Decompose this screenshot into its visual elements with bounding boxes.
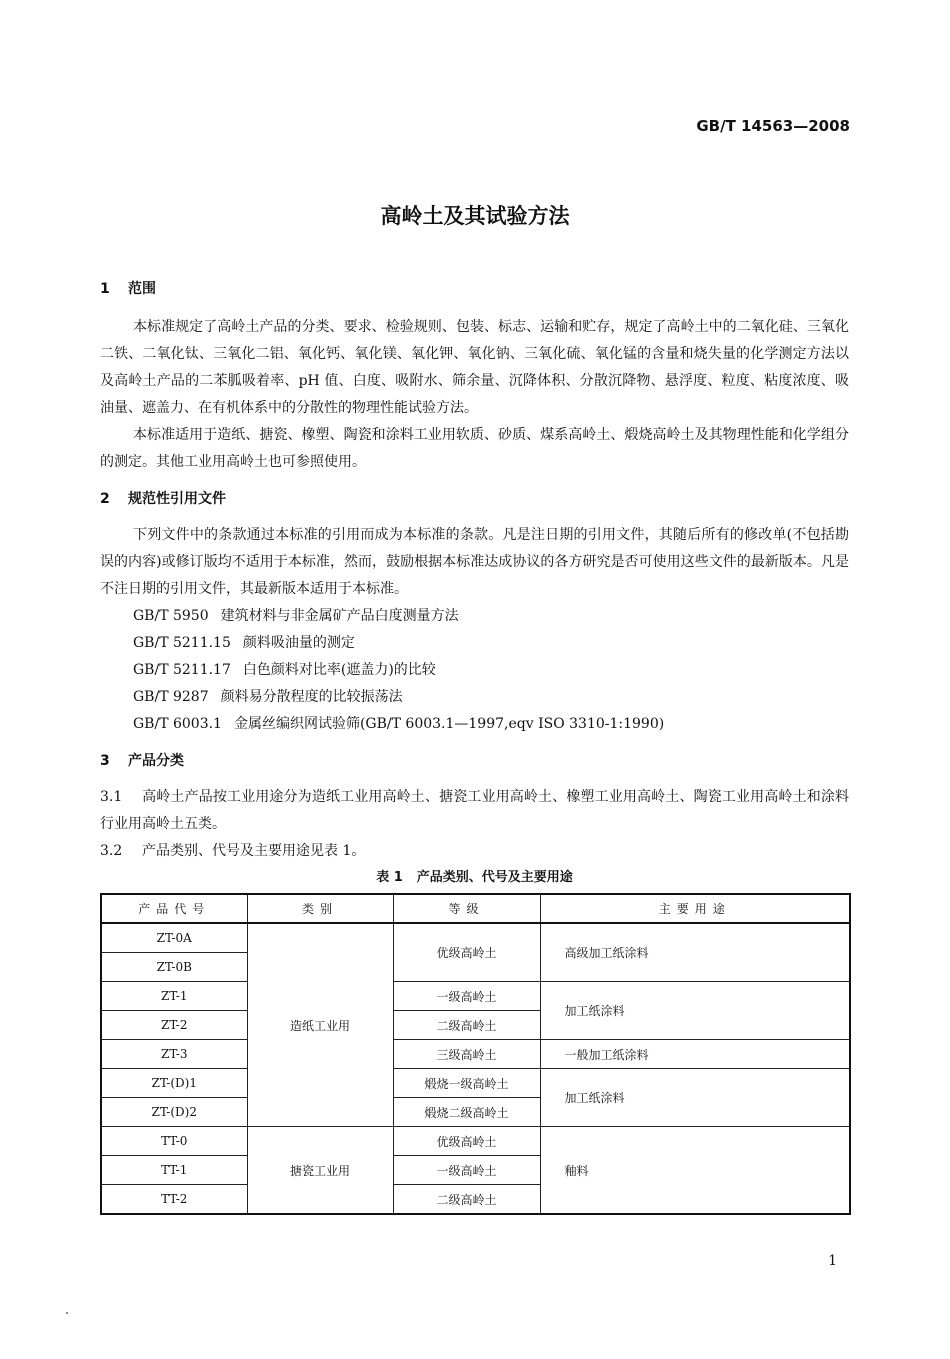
table-row (101, 1069, 850, 1098)
code-cell: ZT-(D)2 (101, 1098, 247, 1127)
reference-name: 白色颜料对比率(遮盖力)的比较 (242, 662, 436, 678)
grade-cell: 一级高岭土 (393, 982, 540, 1011)
header-cell: 产品代号 (101, 894, 247, 923)
reference-item (100, 684, 849, 711)
document-title: 高岭土及其试验方法 (380, 204, 570, 228)
section-number: 2 (100, 491, 110, 507)
section-2-paragraph-1: 下列文件中的条款通过本标准的引用而成为本标准的条款。凡是注日期的引用文件，其随后所有的修改单(不包括勘误的内容)或修订版均不适用于本标准，然而，鼓励根据本标准达成协议的各方研究是否可使用这些文件的最新版本。凡是不注日期的引用文件，其最新版本适用于本标准。 (100, 527, 849, 597)
reference-item (100, 711, 849, 738)
code-cell: TT-2 (101, 1185, 247, 1215)
table-caption (100, 867, 849, 889)
code-cell: ZT-1 (101, 982, 247, 1011)
reference-item (100, 603, 849, 630)
reference-name: 颜料吸油量的测定 (242, 635, 355, 651)
code-cell: ZT-(D)1 (101, 1069, 247, 1098)
document-body (100, 270, 849, 1215)
section-title: 范围 (128, 281, 156, 297)
standard-code: GB/T 14563—2008 (696, 117, 850, 135)
grade-cell: 煅烧一级高岭土 (393, 1069, 540, 1098)
use-cell: 釉料 (540, 1127, 850, 1215)
clause-text: 产品类别、代号及主要用途见表 1。 (142, 843, 366, 859)
reference-name: 金属丝编织网试验筛(GB/T 6003.1—1997,eqv ISO 3310-1:1990) (233, 716, 665, 732)
table-row (101, 923, 850, 953)
clause-text: 高岭土产品按工业用途分为造纸工业用高岭土、搪瓷工业用高岭土、橡塑工业用高岭土、陶瓷工业用高岭土和涂料行业用高岭土五类。 (100, 789, 849, 832)
table-header-row (101, 894, 850, 923)
use-cell: 一般加工纸涂料 (540, 1040, 850, 1069)
code-cell: ZT-0B (101, 953, 247, 982)
category-cell: 造纸工业用 (247, 923, 393, 1127)
code-cell: ZT-3 (101, 1040, 247, 1069)
reference-code: GB/T 6003.1 (133, 716, 222, 732)
grade-cell: 优级高岭土 (393, 923, 540, 982)
grade-cell: 二级高岭土 (393, 1011, 540, 1040)
product-table (100, 893, 851, 1215)
code-cell: TT-1 (101, 1156, 247, 1185)
grade-cell: 三级高岭土 (393, 1040, 540, 1069)
table-row (101, 982, 850, 1011)
code-cell: ZT-0A (101, 923, 247, 953)
section-number: 1 (100, 281, 110, 297)
reference-code: GB/T 5211.17 (133, 662, 231, 678)
reference-name: 颜料易分散程度的比较振荡法 (220, 689, 403, 705)
reference-code: GB/T 5211.15 (133, 635, 231, 651)
header-cell: 类别 (247, 894, 393, 923)
section-title: 规范性引用文件 (128, 491, 226, 507)
section-1-heading (100, 278, 849, 300)
page-number: 1 (828, 1253, 837, 1269)
grade-cell: 二级高岭土 (393, 1185, 540, 1215)
use-cell: 加工纸涂料 (540, 1069, 850, 1127)
scan-speck (66, 1312, 68, 1314)
clause-number: 3.2 (100, 843, 123, 859)
section-title: 产品分类 (128, 753, 184, 769)
section-2-heading (100, 488, 849, 510)
reference-name: 建筑材料与非金属矿产品白度测量方法 (220, 608, 459, 624)
clause-3-1 (100, 784, 849, 838)
table-row (101, 1040, 850, 1069)
table-number: 表 1 (376, 870, 403, 885)
section-number: 3 (100, 753, 110, 769)
reference-code: GB/T 5950 (133, 608, 209, 624)
reference-item (100, 630, 849, 657)
code-cell: TT-0 (101, 1127, 247, 1156)
header-cell: 主要用途 (540, 894, 850, 923)
use-cell: 加工纸涂料 (540, 982, 850, 1040)
clause-3-2 (100, 838, 849, 865)
table-row (101, 1127, 850, 1156)
grade-cell: 一级高岭土 (393, 1156, 540, 1185)
use-cell: 高级加工纸涂料 (540, 923, 850, 982)
grade-cell: 煅烧二级高岭土 (393, 1098, 540, 1127)
clause-number: 3.1 (100, 789, 123, 805)
header-cell: 等级 (393, 894, 540, 923)
reference-list (100, 603, 849, 738)
code-cell: ZT-2 (101, 1011, 247, 1040)
reference-item (100, 657, 849, 684)
reference-code: GB/T 9287 (133, 689, 209, 705)
grade-cell: 优级高岭土 (393, 1127, 540, 1156)
section-1-paragraph-2: 本标准适用于造纸、搪瓷、橡塑、陶瓷和涂料工业用软质、砂质、煤系高岭土、煅烧高岭土及其物理性能和化学组分的测定。其他工业用高岭土也可参照使用。 (100, 427, 849, 470)
section-1-paragraph-1: 本标准规定了高岭土产品的分类、要求、检验规则、包装、标志、运输和贮存，规定了高岭土中的二氧化硅、三氧化二铁、二氧化钛、三氧化二铝、氧化钙、氧化镁、氧化钾、氧化钠、三氧化硫、氧化锰的含量和烧失量的化学测定方法以及高岭土产品的二苯胍吸着率、pH 值、白度、吸附水、筛余量、沉降体积、分散沉降物、悬浮度、粒度、粘度浓度、吸油量、遮盖力、在有机体系中的分散性的物理性能试验方法。 (100, 319, 849, 416)
section-3-heading (100, 750, 849, 772)
category-cell: 搪瓷工业用 (247, 1127, 393, 1215)
table-title: 产品类别、代号及主要用途 (416, 870, 573, 885)
